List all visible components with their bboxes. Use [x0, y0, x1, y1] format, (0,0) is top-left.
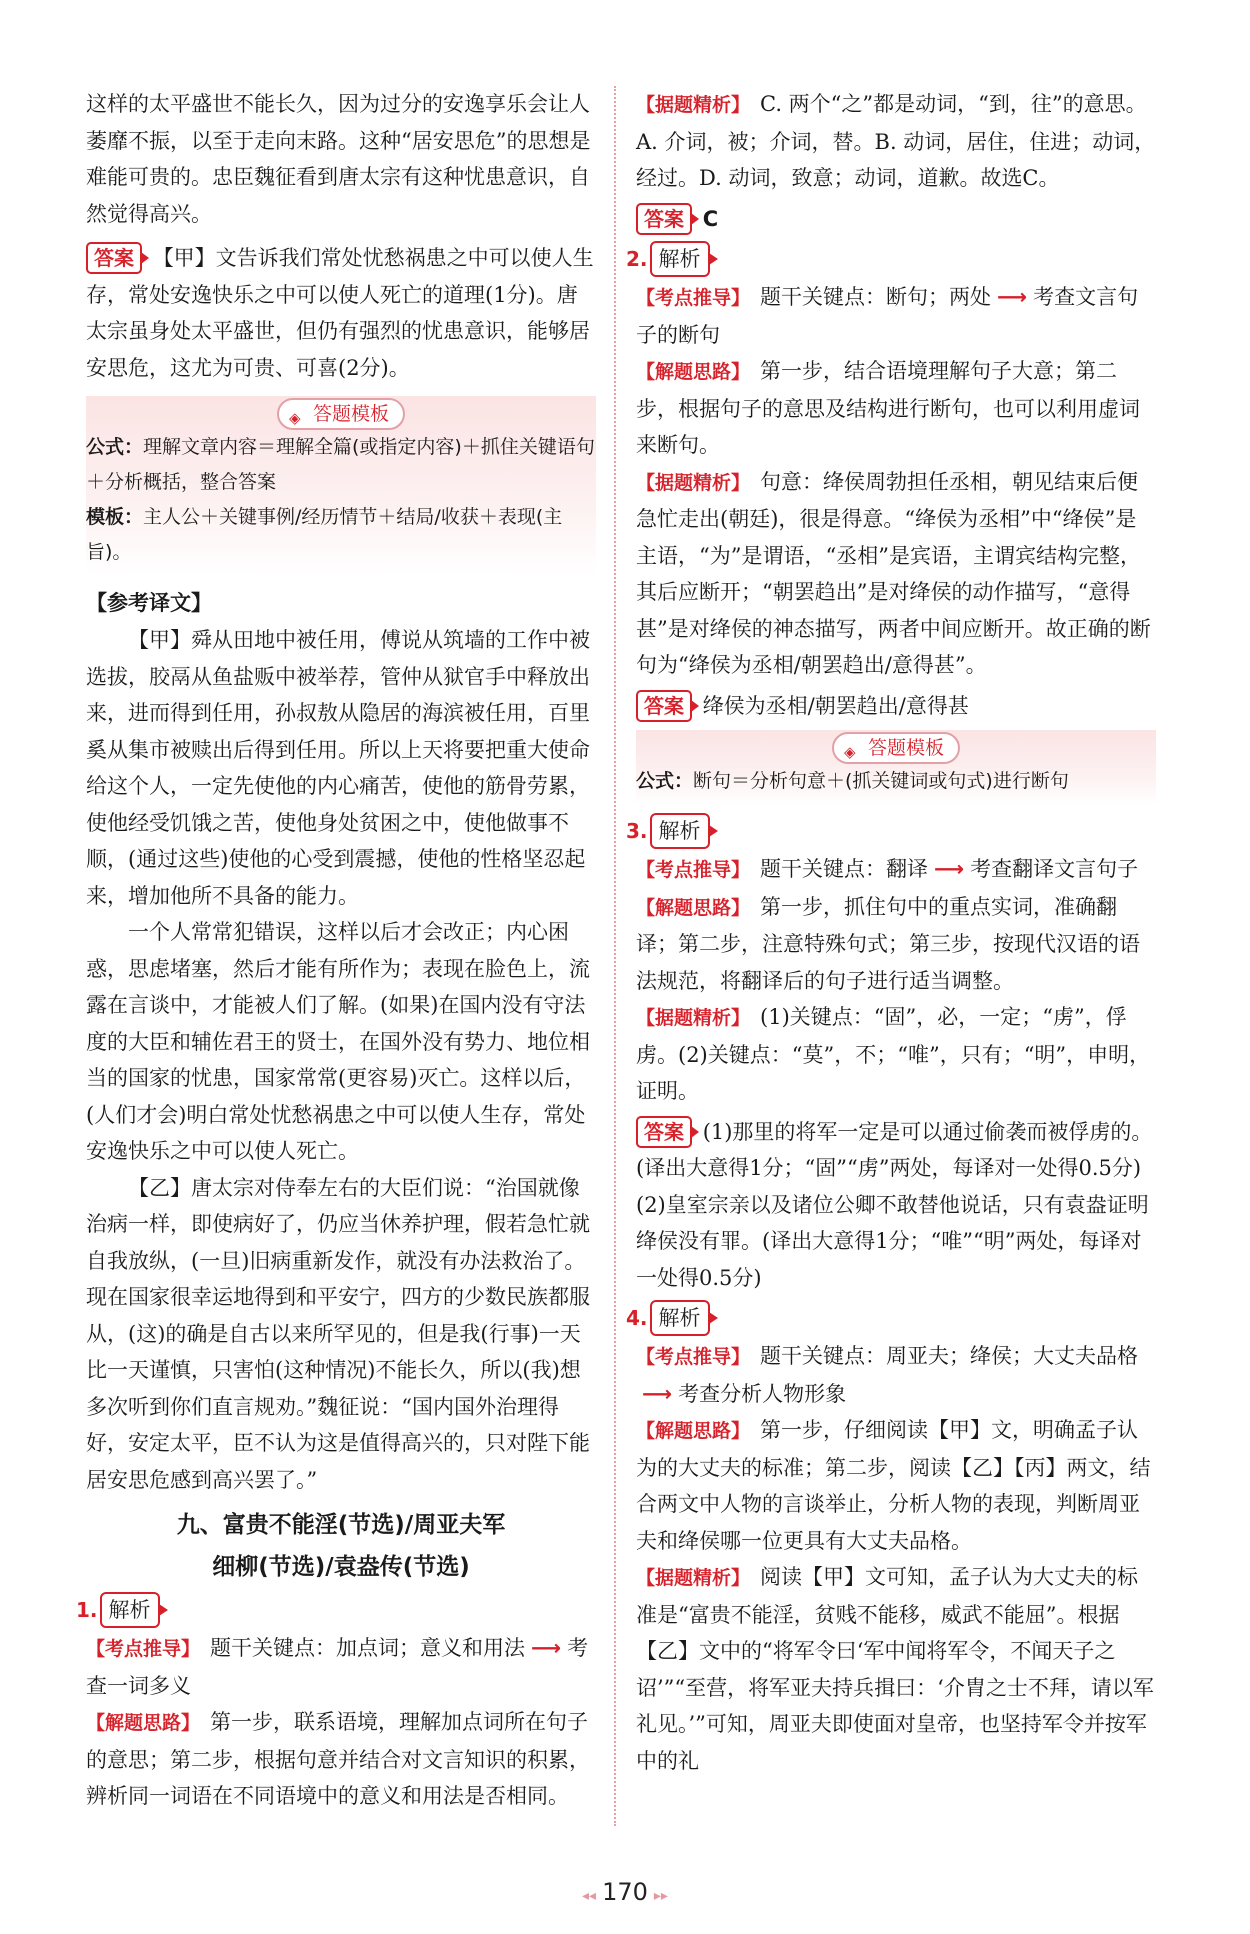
analysis-paragraph: 这样的太平盛世不能长久，因为过分的安逸享乐会让人萎靡不振，以至于走向末路。这种“居安思危”的思想是难能可贵的。忠臣魏征看到唐太宗有这种忧患意识，自然觉得高兴。 — [86, 92, 591, 226]
column-divider — [614, 86, 616, 1826]
question-number: 3. — [626, 819, 648, 843]
analysis-label: 解析 — [650, 813, 710, 849]
q4-exam-point: 【考点推导】 题干关键点：周亚夫；绛侯；大丈夫品格⟶ 考查分析人物形象 — [636, 1344, 1139, 1406]
arrow-icon: ⟶ — [934, 857, 965, 881]
answer-template-box — [86, 396, 596, 576]
q1-precise-analysis: 【据题精析】 C. 两个“之”都是动词，“到，往”的意思。A. 介词，被；介词，替。B. 动词，居住，住进；动词，经过。D. 动词，致意；动词，道歉。故选C。 — [636, 92, 1156, 190]
reference-paragraph: 【乙】唐太宗对侍奉左右的大臣们说：“治国就像治病一样，即使病好了，仍应当休养护理，假若急忙就自我放纵，(一旦)旧病重新发作，就没有办法救治了。现在国家很幸运地得到和平安宁，四方的少数民族都服从，(这)的确是自古以来所罕见的，但是我(行事)一天比一天谨慎，只害怕(这种情况)不能长久，所以(我)想多次听到你们直言规劝。”魏征说：“国内国外治理得好，安定太平，臣不认为这是值得高兴的，只对陛下能居安思危感到高兴罢了。” — [86, 1175, 590, 1492]
answer-label: 答案 — [86, 242, 142, 274]
analysis-label: 解析 — [100, 1592, 160, 1628]
q3-answer: 答案 (1)那里的将军一定是可以通过偷袭而被俘虏的。(译出大意得1分；“固”“虏”两处，每译对一处得0.5分) — [636, 1114, 1156, 1187]
q3-answer-2: (2)皇室宗亲以及诸位公卿不敢替他说话，只有袁盎证明绛侯没有罪。(译出大意得1分；“唯”“明”两处，每译对一处得0.5分) — [636, 1192, 1149, 1290]
arrow-icon: ⟶ — [642, 1381, 673, 1406]
question-3-header — [626, 813, 1156, 849]
right-column — [626, 86, 1156, 1779]
answer-template-box — [636, 730, 1156, 805]
template-formula: 公式：断句＝分析句意＋(抓关键词或句式)进行断句 — [636, 770, 1069, 792]
question-1-header — [76, 1592, 596, 1628]
analysis-label: 解析 — [650, 1300, 710, 1336]
template-title: ◈ 答题模板 — [832, 732, 960, 764]
arrow-icon: ⟶ — [531, 1636, 562, 1660]
q3-exam-point: 【考点推导】 题干关键点：翻译 ⟶ 考查翻译文言句子 — [636, 857, 1139, 881]
q2-exam-point: 【考点推导】 题干关键点：断句；两处 ⟶ 考查文言句子的断句 — [636, 285, 1139, 347]
template-title: ◈ 答题模板 — [277, 398, 405, 430]
q2-solution-idea: 【解题思路】 第一步，结合语境理解句子大意；第二步，根据句子的意思及结构进行断句，也可以利用虚词来断句。 — [636, 359, 1140, 457]
q2-precise-analysis: 【据题精析】 句意：绛侯周勃担任丞相，朝见结束后便急忙走出(朝廷)，很是得意。“绛侯为丞相”中“绛侯”是主语，“为”是谓语，“丞相”是宾语，主谓宾结构完整，其后应断开；“朝罢趋出”是对绛侯的动作描写，“意得甚”是对绛侯的神态描写，两者中间应断开。故正确的断句为“绛侯为丞相/朝罢趋出/意得甚”。 — [636, 469, 1151, 677]
arrow-icon: ⟶ — [997, 285, 1028, 309]
template-model: 模板：主人公＋关键事例/经历情节＋结局/收获＋表现(主旨)。 — [86, 506, 563, 563]
page-number: ◂◂ 170 ▸▸ — [582, 1878, 668, 1906]
answer-text: 【甲】文告诉我们常处忧愁祸患之中可以使人生存，常处安逸快乐之中可以使人死亡的道理(1分)。唐太宗虽身处太平盛世，但仍有强烈的忧患意识，能够居安思危，这尤为可贵、可喜(2分)。 — [86, 246, 594, 380]
q1-answer: 答案 C — [636, 201, 1156, 238]
question-2-header — [626, 241, 1156, 277]
question-4-header — [626, 1300, 1156, 1336]
q4-solution-idea: 【解题思路】 第一步，仔细阅读【甲】文，明确孟子认为的大丈夫的标准；第二步，阅读【乙】【丙】两文，结合两文中人物的言谈举止，分析人物的表现，判断周亚夫和绛侯哪一位更具有大丈夫品格。 — [636, 1418, 1151, 1553]
reference-paragraph: 【甲】舜从田地中被任用，傅说从筑墙的工作中被选拔，胶鬲从鱼盐贩中被举荐，管仲从狱官手中释放出来，进而得到任用，孙叔敖从隐居的海滨被任用，百里奚从集市被赎出后得到任用。所以上天将要把重大使命给这个人，一定先使他的内心痛苦，使他的筋骨劳累，使他经受饥饿之苦，使他身处贫困之中，使他做事不顺，(通过这些)使他的心受到震撼，使他的性格坚忍起来，增加他所不具备的能力。 — [86, 628, 590, 908]
left-column — [76, 86, 596, 1815]
section-title: 九、富贵不能淫(节选)/周亚夫军 细柳(节选)/袁盎传(节选) — [176, 1512, 506, 1580]
q1-exam-point: 【考点推导】 题干关键点：加点词；意义和用法 ⟶ 考查一词多义 — [86, 1636, 589, 1698]
question-number: 2. — [626, 247, 648, 271]
right-arrows-icon: ▸▸ — [653, 1888, 668, 1904]
q3-precise-analysis: 【据题精析】 (1)关键点：“固”，必，一定；“虏”，俘虏。(2)关键点：“莫”，不；“唯”，只有；“明”，申明，证明。 — [636, 1005, 1151, 1103]
q3-solution-idea: 【解题思路】 第一步，抓住句中的重点实词，准确翻译；第二步，注意特殊句式；第三步，按现代汉语的语法规范，将翻译后的句子进行适当调整。 — [636, 894, 1140, 993]
reference-paragraph: 一个人常常犯错误，这样以后才会改正；内心困惑，思虑堵塞，然后才能有所作为；表现在脸色上，流露在言谈中，才能被人们了解。(如果)在国内没有守法度的大臣和辅佐君王的贤士，在国外没有势力、地位相当的国家的忧患，国家常常(更容易)灭亡。这样以后，(人们才会)明白常处忧愁祸患之中可以使人生存，常处安逸快乐之中可以使人死亡。 — [86, 920, 590, 1163]
question-number: 4. — [626, 1306, 648, 1330]
reference-translation-title: 【参考译文】 — [86, 591, 212, 615]
left-arrows-icon: ◂◂ — [582, 1888, 597, 1904]
layers-icon: ◈ — [843, 743, 856, 761]
q2-answer: 答案 绛侯为丞相/朝罢趋出/意得甚 — [636, 688, 1156, 725]
q1-solution-idea: 【解题思路】 第一步，联系语境，理解加点词所在句子的意思；第二步，根据句意并结合对文言知识的积累，辨析同一词语在不同语境中的意义和用法是否相同。 — [86, 1710, 590, 1808]
analysis-label: 解析 — [650, 241, 710, 277]
layers-icon: ◈ — [288, 409, 301, 427]
q4-precise-analysis: 【据题精析】 阅读【甲】文可知，孟子认为大丈夫的标准是“富贵不能淫，贫贱不能移，威武不能屈”。根据【乙】文中的“将军令曰‘军中闻将军令，不闻天子之诏’”“至营，将军亚夫持兵揖曰：‘介胄之士不拜，请以军礼见。’”可知，周亚夫即使面对皇帝，也坚持军令并按军中的礼 — [636, 1565, 1154, 1773]
question-number: 1. — [76, 1598, 98, 1622]
template-formula: 公式：理解文章内容＝理解全篇(或指定内容)＋抓住关键语句＋分析概括，整合答案 — [86, 436, 595, 493]
answer-block — [86, 240, 596, 386]
